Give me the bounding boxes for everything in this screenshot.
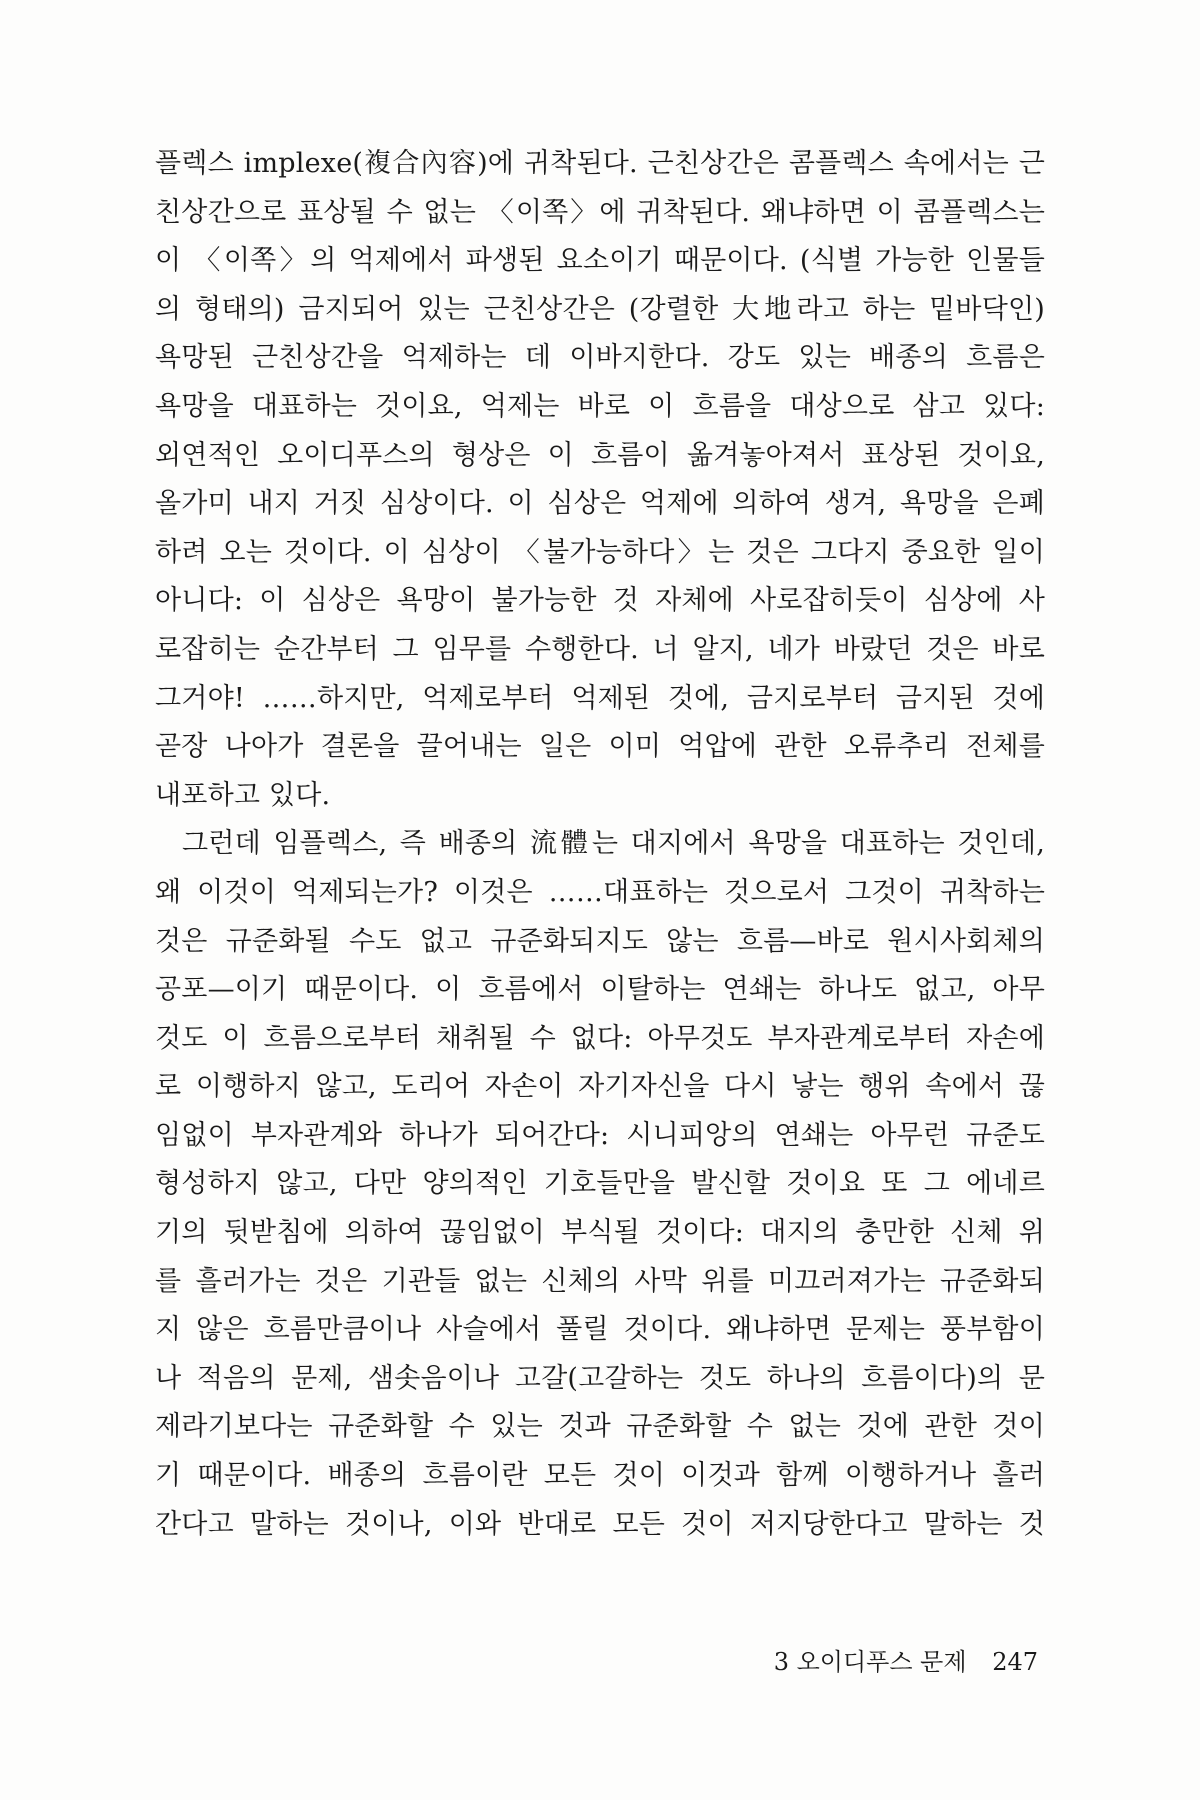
text-line: 올가미 내지 거짓 심상이다. 이 심상은 억제에 의하여 생겨, 욕망을 은폐 (155, 488, 1045, 520)
text-line: 것도 이 흐름으로부터 채취될 수 없다: 아무것도 부자관계로부터 자손에 (155, 1022, 1045, 1054)
text-line: 곧장 나아가 결론을 끌어내는 일은 이미 억압에 관한 오류추리 전체를 (155, 731, 1045, 763)
text-line: 내포하고 있다. (155, 779, 331, 811)
text-line: 외연적인 오이디푸스의 형상은 이 흐름이 옮겨놓아져서 표상된 것이요, (155, 439, 1045, 471)
page-number: 247 (992, 1648, 1038, 1676)
text-line: 하려 오는 것이다. 이 심상이 〈불가능하다〉는 것은 그다지 중요한 일이 (155, 536, 1045, 568)
text-line: 로잡히는 순간부터 그 임무를 수행한다. 너 알지, 네가 바랐던 것은 바로 (155, 633, 1045, 665)
text-line: 왜 이것이 억제되는가? 이것은 ……대표하는 것으로서 그것이 귀착하는 (155, 876, 1045, 908)
page-footer (774, 1646, 1038, 1678)
text-line: 그거야! ……하지만, 억제로부터 억제된 것에, 금지로부터 금지된 것에 (155, 682, 1045, 714)
text-line: 로 이행하지 않고, 도리어 자손이 자기자신을 다시 낳는 행위 속에서 끊 (155, 1071, 1045, 1103)
text-line: 제라기보다는 규준화할 수 있는 것과 규준화할 수 없는 것에 관한 것이 (155, 1411, 1045, 1443)
text-line: 의 형태의) 금지되어 있는 근친상간은 (강렬한 大地라고 하는 밑바닥인) (155, 293, 1045, 325)
running-footer-chapter: 3 오이디푸스 문제 (773, 1648, 967, 1676)
text-line: 임없이 부자관계와 하나가 되어간다: 시니피앙의 연쇄는 아무런 규준도 (155, 1119, 1045, 1151)
text-line: 간다고 말하는 것이나, 이와 반대로 모든 것이 저지당한다고 말하는 것 (155, 1508, 1045, 1540)
text-line: 를 흘러가는 것은 기관들 없는 신체의 사막 위를 미끄러져가는 규준화되 (155, 1265, 1045, 1297)
text-line: 형성하지 않고, 다만 양의적인 기호들만을 발신할 것이요 또 그 에네르 (155, 1168, 1045, 1200)
text-line: 그런데 임플렉스, 즉 배종의 流體는 대지에서 욕망을 대표하는 것인데, (182, 828, 1045, 860)
text-line: 친상간으로 표상될 수 없는 〈이쪽〉에 귀착된다. 왜냐하면 이 콤플렉스는 (155, 196, 1045, 228)
text-line: 나 적음의 문제, 샘솟음이나 고갈(고갈하는 것도 하나의 흐름이다)의 문 (155, 1362, 1045, 1394)
text-line: 욕망된 근친상간을 억제하는 데 이바지한다. 강도 있는 배종의 흐름은 (155, 342, 1045, 374)
text-line: 지 않은 흐름만큼이나 사슬에서 풀릴 것이다. 왜냐하면 문제는 풍부함이 (155, 1314, 1045, 1346)
text-line: 아니다: 이 심상은 욕망이 불가능한 것 자체에 사로잡히듯이 심상에 사 (155, 585, 1045, 617)
text-line: 기 때문이다. 배종의 흐름이란 모든 것이 이것과 함께 이행하거나 흘러 (155, 1460, 1045, 1492)
text-line: 이 〈이쪽〉의 억제에서 파생된 요소이기 때문이다. (식별 가능한 인물들 (155, 245, 1045, 277)
text-line: 기의 뒷받침에 의하여 끊임없이 부식될 것이다: 대지의 충만한 신체 위 (155, 1217, 1045, 1249)
text-line: 것은 규준화될 수도 없고 규준화되지도 않는 흐름—바로 원시사회체의 (155, 925, 1045, 957)
body-text (155, 140, 1045, 1549)
text-line: 공포—이기 때문이다. 이 흐름에서 이탈하는 연쇄는 하나도 없고, 아무 (155, 974, 1045, 1006)
text-line: 플렉스 implexe(複合內容)에 귀착된다. 근친상간은 콤플렉스 속에서는 근 (155, 148, 1045, 179)
text-line: 욕망을 대표하는 것이요, 억제는 바로 이 흐름을 대상으로 삼고 있다: (155, 390, 1045, 422)
